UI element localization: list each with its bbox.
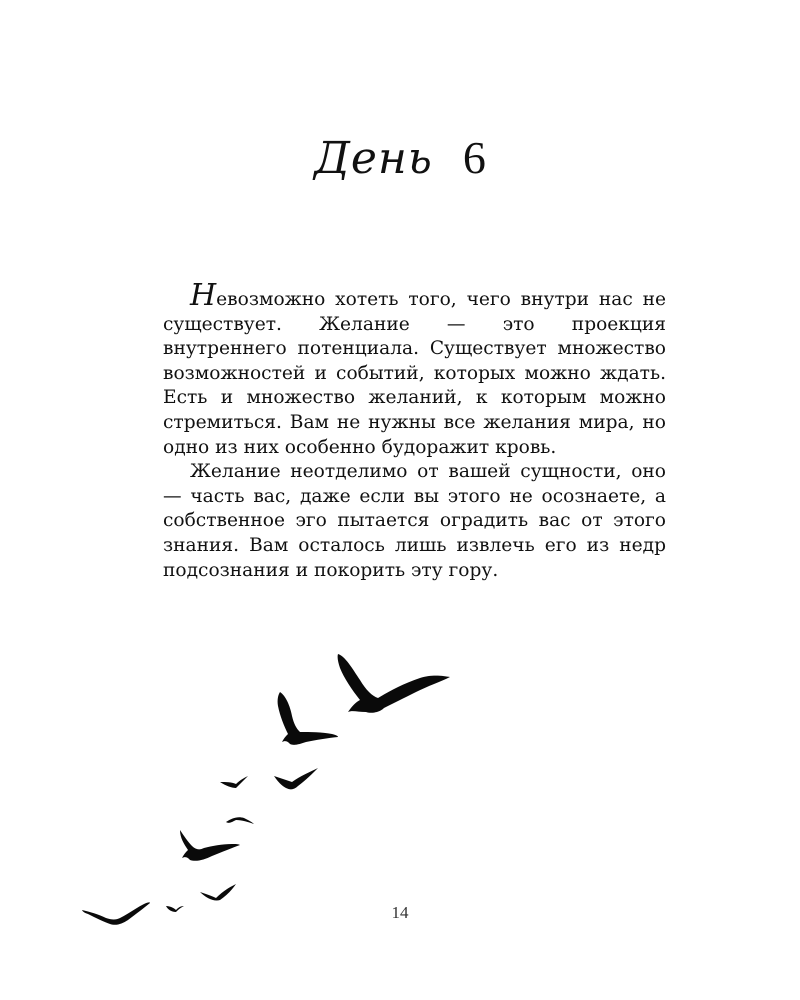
bird-icon [274, 768, 318, 789]
bird-icon [180, 830, 240, 861]
bird-icon [200, 884, 236, 901]
bird-icon [338, 654, 450, 713]
bird-icon [220, 776, 248, 788]
body-text [163, 278, 666, 583]
flying-birds-illustration [0, 640, 800, 940]
chapter-number: 6 [462, 132, 486, 183]
chapter-word: День [314, 133, 433, 184]
bird-icon [278, 692, 338, 745]
drop-cap: Н [190, 278, 217, 313]
bird-icon [226, 817, 254, 824]
page-number: 14 [391, 903, 409, 922]
paragraph-1 [163, 278, 666, 460]
chapter-title [0, 128, 800, 189]
paragraph-1-text: евозможно хотеть того, чего внутри нас не существует. Желание — это проекция внутреннего потенциала. Существует множество возможностей и событий, которых можно ждать. Есть и множество желаний, к которым можно стремиться. Вам не нужны все желания мира, но одно из них особенно будоражит кровь. [163, 289, 666, 458]
paragraph-2: Желание неотделимо от вашей сущности, оно — часть вас, даже если вы этого не осознаете, а собственное эго пытается оградить вас от этого знания. Вам осталось лишь извлечь его из недр подсознания и покорить эту гору. [163, 461, 666, 581]
